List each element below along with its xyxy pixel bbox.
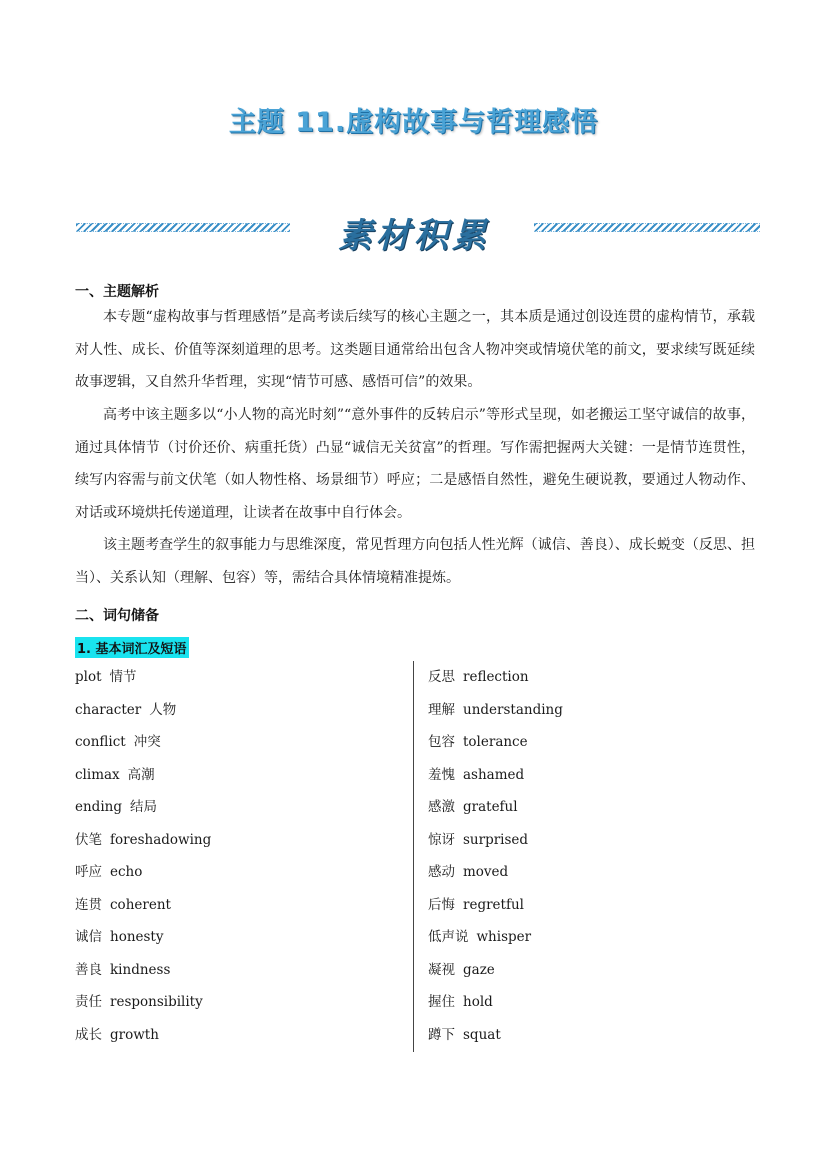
column-divider — [413, 661, 414, 1052]
vocab-item: 理解 understanding — [428, 701, 563, 718]
vocab-item: 蹲下 squat — [428, 1026, 501, 1043]
vocab-item: 感激 grateful — [428, 799, 518, 815]
vocab-item: 羞愧 ashamed — [428, 766, 525, 783]
vocab-item: ending 结局 — [75, 799, 157, 815]
document-title: 主题 11.虚构故事与哲理感悟 — [228, 107, 599, 138]
vocab-item: 责任 responsibility — [75, 994, 203, 1010]
vocab-item: 诚信 honesty — [75, 929, 164, 945]
vocab-item: 反思 reflection — [428, 669, 529, 685]
vocab-item: 伏笔 foreshadowing — [75, 831, 212, 848]
paragraph-3: 该主题考查学生的叙事能力与思维深度，常见哲理方向包括人性光辉（诚信、善良）、成长蜕变（反思、担当）、关系认知（理解、包容）等，需结合具体情境精准提炼。 — [75, 537, 755, 586]
section1-heading: 一、主题解析 — [75, 284, 159, 300]
vocab-item: 后悔 regretful — [428, 896, 524, 913]
vocab-item: 低声说 whisper — [428, 929, 532, 945]
vocab-item: 感动 moved — [428, 864, 509, 880]
section-banner — [0, 212, 827, 260]
section2-heading: 二、词句储备 — [75, 608, 159, 624]
vocab-item: 善良 kindness — [75, 961, 171, 978]
vocab-item: 成长 growth — [75, 1026, 159, 1043]
vocab-item: 握住 hold — [428, 994, 493, 1010]
vocab-item: plot 情节 — [75, 669, 137, 685]
vocab-item: 连贯 coherent — [75, 896, 171, 913]
vocab-item: 凝视 gaze — [428, 961, 495, 978]
banner-stripe-right — [534, 223, 760, 232]
vocab-item: 呼应 echo — [75, 864, 143, 880]
paragraph-2: 高考中该主题多以“小人物的高光时刻”“意外事件的反转启示”等形式呈现，如老搬运工坚守诚信的故事，通过具体情节（讨价还价、病重托货）凸显“诚信无关贫富”的哲理。写作需把握两大关键：一是情节连贯性，续写内容需与前文伏笔（如人物性格、场景细节）呼应；二是感悟自然性，避免生硬说教，要通过人物动作、对话或环境烘托传递道理，让读者在故事中自行体会。 — [75, 407, 755, 521]
paragraph-1: 本专题“虚构故事与哲理感悟”是高考读后续写的核心主题之一，其本质是通过创设连贯的虚构情节，承载对人性、成长、价值等深刻道理的思考。这类题目通常给出包含人物冲突或情境伏笔的前文，要求续写既延续故事逻辑，又自然升华哲理，实现“情节可感、感悟可信”的效果。 — [75, 309, 755, 390]
vocab-item: conflict 冲突 — [75, 734, 161, 750]
vocab-item: 惊讶 surprised — [428, 831, 529, 848]
vocab-item: 包容 tolerance — [428, 734, 528, 750]
banner-title: 素材积累 — [338, 216, 490, 256]
vocab-list-left — [75, 665, 211, 1055]
banner-stripe-left — [76, 223, 290, 232]
vocab-item: character 人物 — [75, 701, 177, 718]
vocab-item: climax 高潮 — [75, 766, 155, 783]
vocab-list-right — [428, 665, 563, 1055]
vocab-subheading: 1. 基本词汇及短语 — [75, 637, 189, 658]
